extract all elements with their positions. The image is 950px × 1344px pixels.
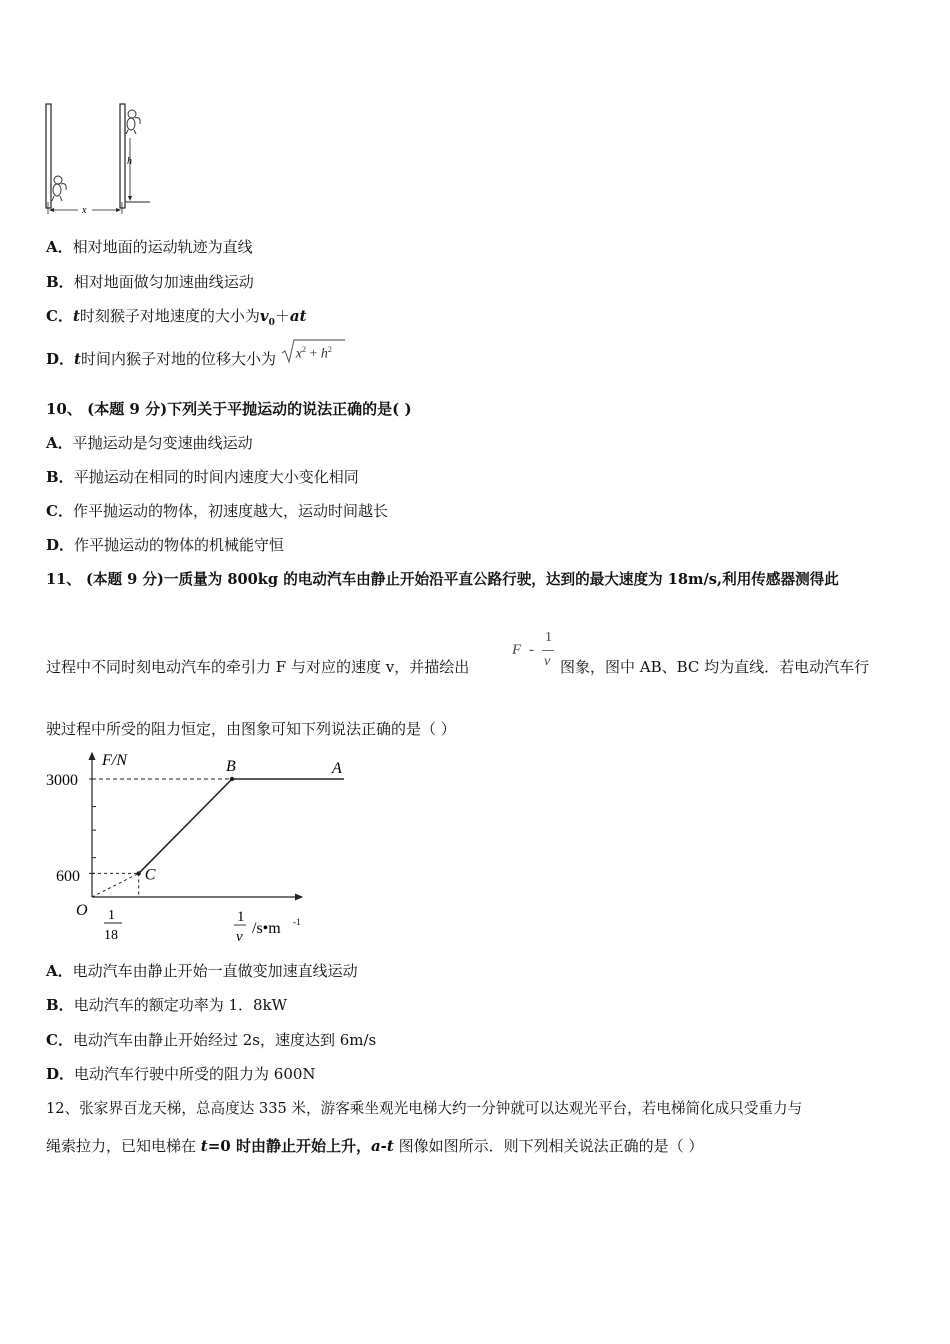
guide-origin-c <box>92 873 139 897</box>
q11-option-a: A．电动汽车由静止开始一直做变加速直线运动 <box>46 962 358 980</box>
q11-option-c: C．电动汽车由静止开始经过 2s，速度达到 6m/s <box>46 1031 377 1049</box>
point-c <box>136 871 140 875</box>
q10-option-b: B．平抛运动在相同的时间内速度大小变化相同 <box>46 468 359 486</box>
point-label-b: B <box>226 758 236 775</box>
sqrt-expression: $x^2 + h^2$ <box>281 338 345 364</box>
y-tick-3000: 3000 <box>46 772 78 789</box>
x-label: x <box>82 205 87 216</box>
q11-stem-line2b: 图象，图中 AB、BC 均为直线．若电动汽车行 <box>560 658 870 676</box>
left-pole <box>46 104 51 208</box>
q12-line2: 绳索拉力，已知电梯在 t=0 时由静止开始上升，a-t 图像如图所示．则下列相关说法正确的是（ ） <box>46 1137 704 1155</box>
q9-option-b: B．相对地面做匀加速曲线运动 <box>46 273 254 291</box>
q9-option-a: A．相对地面的运动轨迹为直线 <box>46 238 253 256</box>
q10-stem: 10、 (本题 9 分)下列关于平抛运动的说法正确的是( ) <box>46 400 412 418</box>
x-label-unit: /s•m <box>252 920 281 937</box>
q10-option-a: A．平抛运动是匀变速曲线运动 <box>46 434 253 452</box>
point-label-c: C <box>144 866 156 884</box>
x-label-den: v <box>236 929 243 945</box>
force-vs-inverse-velocity-chart <box>40 745 342 945</box>
point-label-a: A <box>331 760 342 777</box>
q11-stem-line1: 11、 (本题 9 分)一质量为 800kg 的电动汽车由静止开始沿平直公路行驶，达到的最大速度为 18m/s,利用传感器测得此 <box>46 571 839 588</box>
x-tick-den: 18 <box>104 928 118 943</box>
right-pole <box>120 104 125 208</box>
q10-option-c: C．作平抛运动的物体，初速度越大，运动时间越长 <box>46 502 388 520</box>
monkey-right-icon <box>126 110 140 134</box>
q11-option-b: B．电动汽车的额定功率为 1．8kW <box>46 996 288 1014</box>
x-label-exp: -1 <box>293 917 301 927</box>
f-over-v-formula: F - 1 v <box>512 630 552 669</box>
q11-option-d: D．电动汽车行驶中所受的阻力为 600N <box>46 1065 316 1083</box>
q10-option-d: D．作平抛运动的物体的机械能守恒 <box>46 536 285 554</box>
y-tick-600: 600 <box>56 868 80 885</box>
y-axis-label: F/N <box>102 752 127 769</box>
q11-stem-line2: 过程中不同时刻电动汽车的牵引力 F 与对应的速度 v，并描绘出 <box>46 658 470 676</box>
origin-label: O <box>76 902 88 919</box>
x-label-num: 1 <box>237 909 245 925</box>
point-b <box>230 777 234 781</box>
monkey-left-icon <box>52 176 66 201</box>
q9-option-c: C．t时刻猴子对地速度的大小为$v_0+at$ <box>46 307 307 328</box>
h-label: h <box>127 156 132 167</box>
q9-option-d: D．t时间内猴子对地的位移大小为 $x^2 + h^2$ <box>46 348 345 374</box>
q12-line1: 12、张家界百龙天梯，总高度达 335 米，游客乘坐观光电梯大约一分钟就可以达观光平台，若电梯简化成只受重力与 <box>46 1100 803 1117</box>
x-tick-num: 1 <box>108 908 115 923</box>
monkey-pole-figure <box>40 98 160 218</box>
q11-stem-line3: 驶过程中所受的阻力恒定，由图象可知下列说法正确的是（ ） <box>46 720 456 738</box>
segment-bc <box>139 779 232 873</box>
